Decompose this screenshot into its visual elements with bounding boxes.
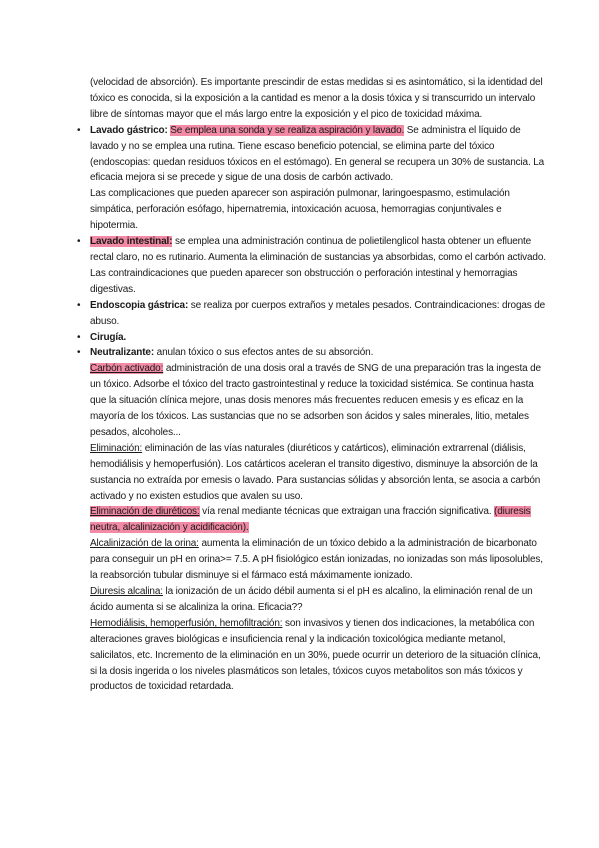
hemodialisis-text: son invasivos y tienen dos indicaciones, la metabólica con alteraciones graves biológicas e insuficiencia renal y la indicación toxicológica mediante metanol, salicilatos, etc. Incremento de la eliminación en un 30%, puede ocurrir un deterioro de la situación clínica, si la dosis ingerida o los niveles plasmáticos son letales, tóxicos cuyos metabolitos son más tóxicos y productos de toxicidad retardada. (90, 617, 541, 693)
bullet-icon: • (77, 124, 81, 136)
list-item-lavado-gastrico (77, 123, 550, 234)
neutralizante-paragraph (90, 345, 550, 361)
diuresis-label: Diuresis alcalina: (90, 586, 163, 597)
endoscopia-text: se realiza por cuerpos extraños y metales pesados. Contraindicaciones: drogas de abuso. (90, 299, 546, 327)
intro-paragraph: (velocidad de absorción). Es importante prescindir de estas medidas si es asintomático, si la identidad del tóxico es conocida, si la exposición a la cantidad es menor a la dosis tóxica y si transcurrido un intervalo libre de síntomas mayor que el más largo entre la exposición y el pico de toxicidad máxima. (90, 77, 543, 120)
diureticos-paragraph (90, 504, 550, 536)
hemodialisis-paragraph (90, 616, 550, 696)
lavado-intestinal-paragraph (90, 234, 550, 298)
document-body (77, 75, 550, 695)
diuresis-text: la ionización de un ácido débil aumenta si el pH es alcalino, la eliminación renal de un ácido aumenta si se alcaliniza la orina. Eficacia?? (90, 586, 533, 613)
list-item-neutralizante (77, 345, 550, 695)
lavado-gastrico-text: Se administra el líquido de lavado y no se emplea una rutina. Tiene escaso beneficio potencial, se elimina parte del tóxico (endoscopias: quedan residuos tóxicos en el estómago). En general se recupera un 30% de sustancia. La eficacia mejora si se precede y sigue de una dosis de carbón activado. (90, 124, 545, 184)
lavado-gastrico-highlight: Se emplea una sonda y se realiza aspiración y lavado. (170, 124, 405, 136)
lavado-intestinal-text: se emplea una administración continua de polietilenglicol hasta obtener un efluente rectal claro, no es rutinario. Aumenta la eliminación de sustancias ya absorbidas, como el carbón activado. Las contraindicaciones que pueden aparecer son obstrucción o perforación intestinal y hemorragias digestivas. (90, 236, 546, 295)
list-item-cirugia (77, 330, 550, 346)
list-item-lavado-intestinal (77, 234, 550, 298)
bullet-icon: • (77, 299, 81, 311)
carbon-paragraph (90, 361, 550, 441)
eliminacion-paragraph (90, 441, 550, 505)
alcalinizacion-text: aumenta la eliminación de un tóxico debido a la administración de bicarbonato para conseguir un pH en orina>= 7.5. A pH fisiológico están ionizadas, no ionizadas son más liposolubles, la reabsorción tubular disminuye si el fármaco está máximamente ionizado. (90, 538, 543, 582)
bullet-icon: • (77, 331, 81, 343)
alcalinizacion-label: Alcalinización de la orina: (90, 538, 199, 550)
neutralizante-label: Neutralizante: (90, 347, 155, 359)
bullet-icon: • (77, 236, 81, 248)
eliminacion-text: eliminación de las vías naturales (diuréticos y catárticos), eliminación extrarrenal (diálisis, hemodiálisis y hemoperfusión). Los catárticos aceleran el transito digestivo, disminuye la absorción de la sustancia no extraída por emesis o lavado. Para sustancias sólidas y absorción lenta, se asocia a carbón activado y no existen estudios que avalen su uso. (90, 442, 541, 502)
endoscopia-paragraph (90, 298, 550, 330)
carbon-label: Carbón activado: (90, 363, 164, 375)
lavado-intestinal-label: Lavado intestinal: (90, 236, 173, 248)
diureticos-highlight: (diuresis neutra, alcalinización y acidificación). (90, 506, 531, 534)
diureticos-text: vía renal mediante técnicas que extraigan una fracción significativa. (202, 506, 492, 518)
eliminacion-label: Eliminación: (90, 442, 143, 454)
lavado-gastrico-complications: Las complicaciones que pueden aparecer son aspiración pulmonar, laringoespasmo, estimulación simpática, perforación esófago, hipernatremia, intoxicación acuosa, hemorragias conjuntivales e hipotermia. (90, 188, 510, 232)
list-item-endoscopia (77, 298, 550, 330)
neutralizante-text: anulan tóxico o sus efectos antes de su absorción. (156, 347, 374, 359)
diuresis-paragraph (90, 584, 550, 616)
hemodialisis-label: Hemodiálisis, hemoperfusión, hemofiltración: (90, 617, 283, 629)
endoscopia-label: Endoscopia gástrica: (90, 299, 189, 311)
cirugia-paragraph (90, 330, 550, 346)
alcalinizacion-paragraph (90, 536, 550, 584)
carbon-text: administración de una dosis oral a través de SNG de una preparación tras la ingesta de un tóxico. Adsorbe el tóxico del tracto gastrointestinal y reduce la toxicidad sistémica. Se continua hasta que la situación clínica mejore, unas dosis menores más frecuentes reducen emesis y es eficaz en la mayoría de los tóxicos. Las sustancias que no se adsorben son ácidos y sales minerales, litio, metales pesados, alcoholes... (90, 363, 541, 438)
diureticos-label: Eliminación de diuréticos: (90, 506, 200, 518)
bullet-icon: • (77, 347, 81, 359)
lavado-gastrico-label: Lavado gástrico: (90, 124, 168, 136)
lavado-gastrico-paragraph (90, 123, 550, 187)
cirugia-label: Cirugía. (90, 331, 127, 343)
